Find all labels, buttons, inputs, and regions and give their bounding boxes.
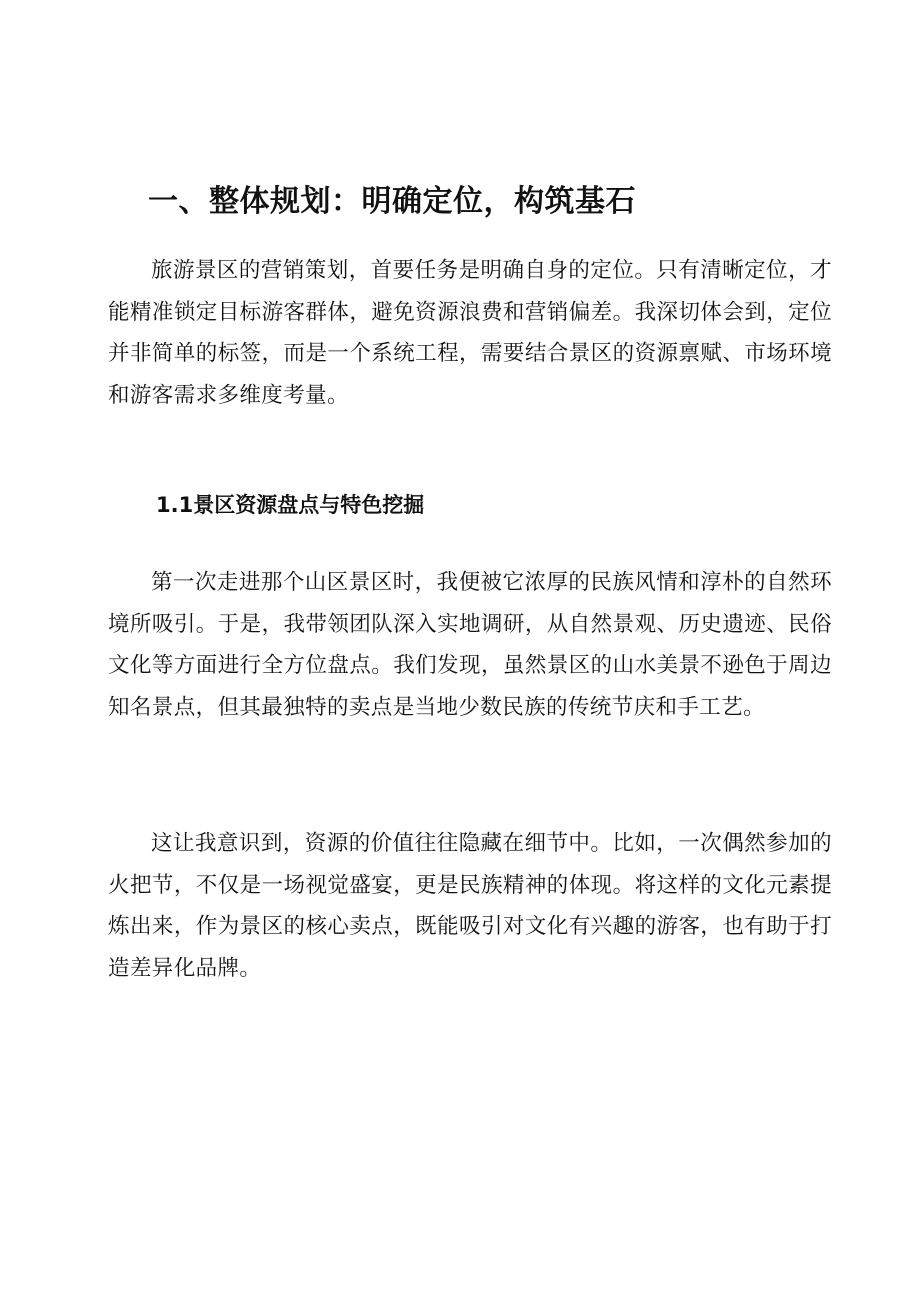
- subsection-title: 1.1景区资源盘点与特色挖掘: [156, 493, 425, 517]
- section-title: 一、整体规划：明确定位，构筑基石: [148, 184, 636, 219]
- paragraph-resource-value: 这让我意识到，资源的价值往往隐藏在细节中。比如，一次偶然参加的火把节，不仅是一场视觉盛宴，更是民族精神的体现。将这样的文化元素提炼出来，作为景区的核心卖点，既能吸引对文化有兴趣的游客，也有助于打造差异化品牌。: [108, 831, 832, 981]
- paragraph-positioning-intro: 旅游景区的营销策划，首要任务是明确自身的定位。只有清晰定位，才能精准锁定目标游客群体，避免资源浪费和营销偏差。我深切体会到，定位并非简单的标签，而是一个系统工程，需要结合景区的资源禀赋、市场环境和游客需求多维度考量。: [108, 258, 832, 408]
- paragraph-resource-survey: 第一次走进那个山区景区时，我便被它浓厚的民族风情和淳朴的自然环境所吸引。于是，我带领团队深入实地调研，从自然景观、历史遗迹、民俗文化等方面进行全方位盘点。我们发现，虽然景区的山水美景不逊色于周边知名景点，但其最独特的卖点是当地少数民族的传统节庆和手工艺。: [108, 570, 832, 720]
